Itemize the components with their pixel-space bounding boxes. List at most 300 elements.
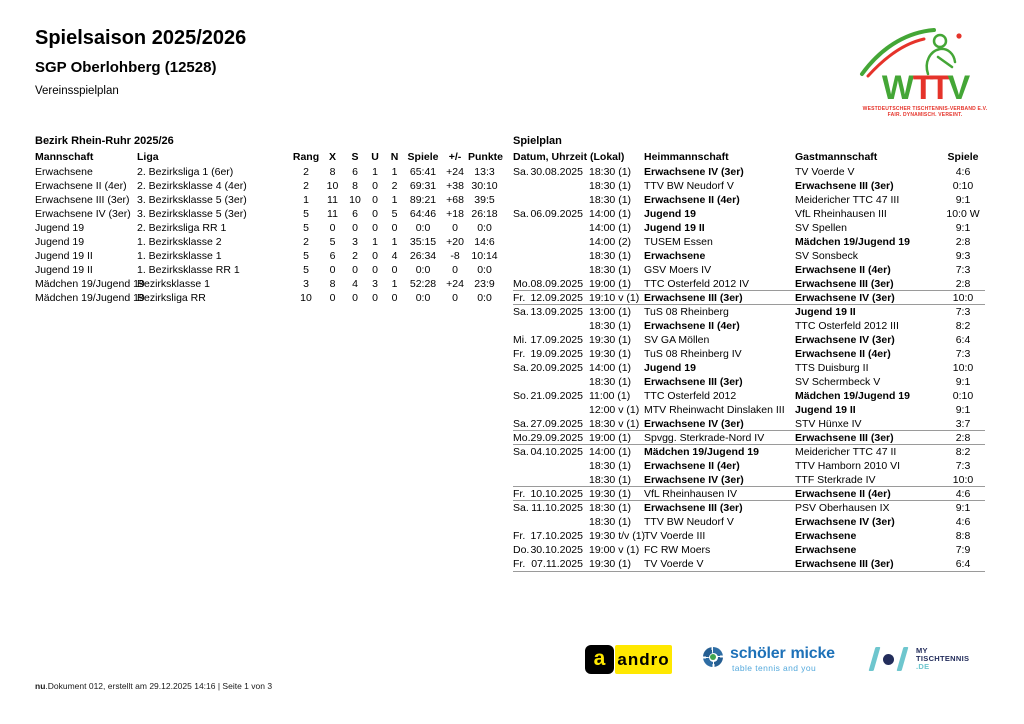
matches-value: 6 <box>329 250 336 262</box>
guest-team: Erwachsene IV (3er) <box>795 334 895 346</box>
schedule-body <box>513 165 985 572</box>
schedule-row <box>513 473 985 487</box>
match-date-cell <box>513 459 589 473</box>
matches-value: 5 <box>329 236 336 248</box>
losses-value: 1 <box>391 194 398 206</box>
guest-team: PSV Oberhausen IX <box>795 502 890 514</box>
col-datum-uhrzeit: Datum, Uhrzeit (Lokal) <box>513 151 625 163</box>
points-value: 0:0 <box>477 222 492 234</box>
match-date-cell <box>513 263 589 277</box>
col-u: U <box>371 151 379 163</box>
schedule-row <box>513 515 985 529</box>
match-day: Sa. <box>513 502 529 514</box>
wins-value: 6 <box>352 208 358 220</box>
micke-word: micke <box>790 645 835 662</box>
match-time: 18:30 (1) <box>589 194 632 206</box>
home-team: Jugend 19 <box>644 362 696 374</box>
schedule-row <box>513 389 985 403</box>
match-date: 13.09.2025 <box>530 306 583 318</box>
match-day: Fr. <box>513 292 526 304</box>
home-team: Erwachsene II (4er) <box>644 460 740 472</box>
match-date: 19.09.2025 <box>530 348 583 360</box>
match-result: 9:1 <box>955 404 971 416</box>
losses-value: 4 <box>391 250 398 262</box>
games-value: 52:28 <box>409 278 437 290</box>
home-team: TuS 08 Rheinberg IV <box>644 348 742 360</box>
team-name: Jugend 19 <box>35 236 85 248</box>
match-date: 29.09.2025 <box>530 432 584 444</box>
home-team: Erwachsene III (3er) <box>644 376 743 388</box>
rank-value: 2 <box>303 166 309 178</box>
games-value: 35:15 <box>409 236 437 248</box>
match-time: 12:00 v (1) <box>589 404 640 416</box>
games-value: 0:0 <box>415 292 431 304</box>
match-result: 10:0 W <box>946 208 980 220</box>
match-result: 4:6 <box>955 488 971 500</box>
points-value: 0:0 <box>477 264 492 276</box>
schedule-row <box>513 263 985 277</box>
guest-team: TTC Osterfeld 2012 III <box>795 320 899 332</box>
points-value: 23:9 <box>474 278 495 290</box>
guest-team: Erwachsene III (3er) <box>795 180 894 192</box>
schedule-row <box>513 304 985 319</box>
match-result: 6:4 <box>955 558 971 570</box>
match-date-cell <box>513 249 589 263</box>
standings-row <box>35 249 501 263</box>
match-result: 2:8 <box>955 278 971 290</box>
guest-team: Erwachsene <box>795 544 857 556</box>
matches-value: 8 <box>329 278 336 290</box>
schedule-row <box>513 486 985 501</box>
guest-team: Mädchen 19/Jugend 19 <box>795 390 910 402</box>
mytt-line-my: MY <box>916 646 928 655</box>
wins-value: 0 <box>352 264 358 276</box>
wttv-wordmark <box>858 69 992 107</box>
home-team: Erwachsene IV (3er) <box>644 418 744 430</box>
home-team: Erwachsene IV (3er) <box>644 474 744 486</box>
diff-value: 0 <box>452 222 458 234</box>
match-date-cell <box>513 389 589 403</box>
team-name: Jugend 19 II <box>35 264 93 276</box>
draws-value: 0 <box>372 208 378 220</box>
standings-row <box>35 277 501 291</box>
match-result: 8:8 <box>955 530 971 542</box>
schedule-row <box>513 557 985 571</box>
league-name: Bezirksliga RR <box>137 292 206 304</box>
match-time: 14:00 (2) <box>589 236 632 248</box>
wins-value: 0 <box>352 222 358 234</box>
match-date-cell <box>513 221 589 235</box>
match-time: 14:00 (1) <box>589 362 632 374</box>
match-date: 20.09.2025 <box>530 362 583 374</box>
guest-team: Erwachsene IV (3er) <box>795 292 895 304</box>
match-date-cell <box>513 277 589 291</box>
match-date-cell <box>513 473 589 487</box>
wins-value: 8 <box>352 180 358 192</box>
match-time: 19:30 t/v (1) <box>589 530 646 542</box>
home-team: FC RW Moers <box>644 544 711 556</box>
mytischtennis-logo <box>872 647 969 671</box>
match-date-cell <box>513 347 589 361</box>
wins-value: 0 <box>352 292 358 304</box>
match-time: 18:30 (1) <box>589 474 632 486</box>
rank-value: 5 <box>303 250 309 262</box>
points-value: 13:3 <box>474 166 495 178</box>
match-result: 8:2 <box>955 320 971 332</box>
match-time: 18:30 (1) <box>589 502 632 514</box>
col-spiele: Spiele <box>407 151 439 163</box>
match-date-cell <box>513 543 589 557</box>
team-name: Erwachsene III (3er) <box>35 194 130 206</box>
games-value: 64:46 <box>409 208 437 220</box>
match-day: Mi. <box>513 334 527 346</box>
home-team: Jugend 19 <box>644 208 696 220</box>
match-day: Sa. <box>513 306 529 318</box>
match-time: 18:30 (1) <box>589 376 632 388</box>
wttv-tagline-2: FAIR. DYNAMISCH. VEREINT. <box>887 112 963 118</box>
match-date-cell <box>513 417 589 431</box>
games-value: 69:31 <box>409 180 437 192</box>
home-team: TV Voerde V <box>644 558 704 570</box>
home-team: TUSEM Essen <box>644 236 713 248</box>
guest-team: Erwachsene III (3er) <box>795 558 894 570</box>
team-name: Mädchen 19/Jugend 19 <box>35 278 145 290</box>
match-result: 2:8 <box>955 236 971 248</box>
andro-a-icon: a <box>585 645 614 674</box>
match-date: 12.09.2025 <box>530 292 583 304</box>
standings-row <box>35 263 501 277</box>
match-day: Do. <box>513 544 530 556</box>
home-team: TTC Osterfeld 2012 IV <box>644 278 750 290</box>
schedule-row <box>513 290 985 305</box>
schedule-row <box>513 500 985 515</box>
slash-icon <box>869 647 881 671</box>
match-date-cell <box>513 319 589 333</box>
wttv-tagline-1: WESTDEUTSCHER TISCHTENNIS-VERBAND E.V. <box>862 106 988 112</box>
match-day: Mo. <box>513 432 531 444</box>
diff-value: +20 <box>446 236 464 248</box>
match-result: 10:0 <box>952 474 974 486</box>
match-date: 06.09.2025 <box>530 208 583 220</box>
home-team: MTV Rheinwacht Dinslaken III <box>644 404 785 416</box>
matches-value: 0 <box>329 222 336 234</box>
match-time: 18:30 (1) <box>589 516 632 528</box>
league-name: 3. Bezirksklasse 5 (3er) <box>137 194 247 206</box>
diff-value: +24 <box>446 278 464 290</box>
match-result: 9:1 <box>955 502 971 514</box>
match-time: 19:30 (1) <box>589 334 632 346</box>
losses-value: 0 <box>391 222 398 234</box>
schedule-row <box>513 375 985 389</box>
draws-value: 0 <box>372 180 378 192</box>
match-day: Fr. <box>513 488 526 500</box>
home-team: TTC Osterfeld 2012 <box>644 390 737 402</box>
schedule-row <box>513 459 985 473</box>
wins-value: 2 <box>352 250 358 262</box>
andro-wordmark: andro <box>615 645 672 674</box>
col-diff: +/- <box>448 151 462 163</box>
match-time: 18:30 (1) <box>589 264 632 276</box>
draws-value: 1 <box>372 166 378 178</box>
schoeler-micke-logo <box>703 645 835 673</box>
match-result: 0:10 <box>952 390 974 402</box>
league-name: 2. Bezirksklasse 4 (4er) <box>137 180 247 192</box>
wttv-letter-tt: TT <box>912 69 947 107</box>
match-result: 9:3 <box>955 250 971 262</box>
match-date: 30.08.2025 <box>530 166 583 178</box>
schedule-row <box>513 430 985 445</box>
match-result: 2:8 <box>955 432 971 444</box>
match-time: 18:30 (1) <box>589 320 632 332</box>
guest-team: STV Hünxe IV <box>795 418 862 430</box>
schedule-row <box>513 417 985 431</box>
guest-team: SV Schermbeck V <box>795 376 881 388</box>
guest-team: VfL Rheinhausen III <box>795 208 887 220</box>
wins-value: 10 <box>349 194 361 206</box>
schedule-row <box>513 193 985 207</box>
mytt-line-tischtennis: TISCHTENNIS <box>916 654 970 663</box>
standings-header-row <box>35 150 504 165</box>
games-value: 89:21 <box>409 194 437 206</box>
guest-team: Meidericher TTC 47 II <box>795 446 897 458</box>
schoeler-micke-tagline: table tennis and you <box>732 663 817 673</box>
match-time: 19:10 v (1) <box>589 292 640 304</box>
matches-value: 8 <box>329 166 336 178</box>
match-date-cell <box>513 445 589 459</box>
standings-row <box>35 165 501 179</box>
standings-row <box>35 179 501 193</box>
losses-value: 0 <box>391 264 398 276</box>
diff-value: 0 <box>452 264 458 276</box>
home-team: Erwachsene <box>644 250 706 262</box>
match-result: 7:3 <box>955 306 971 318</box>
losses-value: 2 <box>391 180 398 192</box>
team-name: Jugend 19 <box>35 222 85 234</box>
match-date-cell <box>513 375 589 389</box>
match-result: 8:2 <box>955 446 971 458</box>
standings-body <box>35 165 501 305</box>
guest-team: TTV Hamborn 2010 VI <box>795 460 901 472</box>
match-day: Sa. <box>513 166 529 178</box>
points-value: 10:14 <box>471 250 498 262</box>
match-result: 6:4 <box>955 334 971 346</box>
match-day: Sa. <box>513 362 529 374</box>
match-time: 18:30 (1) <box>589 180 632 192</box>
match-date-cell <box>513 515 589 529</box>
guest-team: Erwachsene II (4er) <box>795 488 891 500</box>
schedule-row <box>513 347 985 361</box>
standings-row <box>35 207 501 221</box>
matches-value: 10 <box>326 180 339 192</box>
match-result: 4:6 <box>955 516 971 528</box>
schedule-row <box>513 543 985 557</box>
diff-value: +38 <box>446 180 464 192</box>
match-time: 14:00 (1) <box>589 208 632 220</box>
col-mannschaft: Mannschaft <box>35 151 94 163</box>
match-time: 19:00 (1) <box>589 432 632 444</box>
home-team: TuS 08 Rheinberg <box>644 306 729 318</box>
schoeler-word: schöler <box>730 645 786 662</box>
match-day: Fr. <box>513 348 526 360</box>
match-date-cell <box>513 403 589 417</box>
schedule-row <box>513 529 985 543</box>
match-date-cell <box>513 361 589 375</box>
standings-row <box>35 221 501 235</box>
guest-team: Mädchen 19/Jugend 19 <box>795 236 910 248</box>
losses-value: 0 <box>391 292 398 304</box>
match-time: 13:00 (1) <box>589 306 632 318</box>
home-team: Mädchen 19/Jugend 19 <box>644 446 759 458</box>
col-rang: Rang <box>292 151 320 163</box>
points-value: 30:10 <box>471 180 498 192</box>
match-day: Sa. <box>513 208 529 220</box>
schoeler-micke-textblock <box>730 645 835 673</box>
guest-team: TTF Sterkrade IV <box>795 474 876 486</box>
home-team: Erwachsene III (3er) <box>644 292 743 304</box>
match-date-cell <box>513 179 589 193</box>
matches-value: 0 <box>329 292 336 304</box>
league-name: 1. Bezirksklasse 2 <box>137 236 222 248</box>
footer-brand: nu <box>35 681 46 691</box>
col-liga: Liga <box>137 151 159 163</box>
home-team: SV GA Möllen <box>644 334 710 346</box>
draws-value: 0 <box>372 292 378 304</box>
match-result: 7:9 <box>955 544 971 556</box>
draws-value: 0 <box>372 250 378 262</box>
guest-team: Erwachsene III (3er) <box>795 278 894 290</box>
games-value: 65:41 <box>409 166 437 178</box>
match-date-cell <box>513 501 589 515</box>
wins-value: 3 <box>352 236 358 248</box>
match-result: 9:1 <box>955 194 971 206</box>
schedule-row <box>513 444 985 459</box>
rank-value: 2 <box>303 180 309 192</box>
guest-team: Jugend 19 II <box>795 306 856 318</box>
home-team: Jugend 19 II <box>644 222 705 234</box>
games-value: 0:0 <box>415 222 431 234</box>
guest-team: Erwachsene III (3er) <box>795 432 894 444</box>
schedule-row <box>513 221 985 235</box>
home-team: VfL Rheinhausen IV <box>644 488 738 500</box>
match-date-cell <box>513 291 589 305</box>
home-team: GSV Moers IV <box>644 264 712 276</box>
match-time: 18:30 v (1) <box>589 418 640 430</box>
club-title: SGP Oberlohberg (12528) <box>35 59 217 76</box>
match-date: 17.09.2025 <box>530 334 583 346</box>
match-day: Fr. <box>513 530 526 542</box>
match-day: Fr. <box>513 558 526 570</box>
match-result: 3:7 <box>955 418 971 430</box>
standings-row <box>35 291 501 305</box>
match-date-cell <box>513 431 589 445</box>
match-date: 27.09.2025 <box>530 418 583 430</box>
schedule-row <box>513 207 985 221</box>
dot-icon <box>883 654 894 665</box>
schedule-row <box>513 403 985 417</box>
league-name: 3. Bezirksklasse 5 (3er) <box>137 208 247 220</box>
schedule-row <box>513 179 985 193</box>
diff-value: -8 <box>450 250 460 262</box>
footer-text: .Dokument 012, erstellt am 29.12.2025 14:16 | Seite 1 von 3 <box>45 681 273 691</box>
points-value: 39:5 <box>474 194 495 206</box>
rank-value: 2 <box>303 236 309 248</box>
home-team: Erwachsene II (4er) <box>644 320 740 332</box>
points-value: 26:18 <box>471 208 498 220</box>
match-time: 14:00 (1) <box>589 222 632 234</box>
col-x: X <box>328 151 336 163</box>
guest-team: TTS Duisburg II <box>795 362 869 374</box>
league-name: 1. Bezirksklasse 1 <box>137 250 222 262</box>
match-time: 19:00 v (1) <box>589 544 640 556</box>
diff-value: +24 <box>446 166 464 178</box>
team-name: Erwachsene IV (3er) <box>35 208 131 220</box>
match-date: 21.09.2025 <box>530 390 583 402</box>
losses-value: 1 <box>391 236 398 248</box>
matches-value: 11 <box>327 208 338 220</box>
matches-value: 0 <box>329 264 336 276</box>
guest-team: Erwachsene <box>795 530 857 542</box>
league-name: 1. Bezirksklasse RR 1 <box>137 264 240 276</box>
schedule-row <box>513 319 985 333</box>
games-value: 26:34 <box>409 250 437 262</box>
match-result: 7:3 <box>955 348 971 360</box>
match-time: 19:30 (1) <box>589 558 632 570</box>
match-time: 18:30 (1) <box>589 166 632 178</box>
draws-value: 0 <box>372 264 378 276</box>
col-heimmannschaft: Heimmannschaft <box>644 151 729 163</box>
losses-value: 1 <box>391 278 398 290</box>
match-date-cell <box>513 235 589 249</box>
home-team: Erwachsene IV (3er) <box>644 166 744 178</box>
doc-subtitle: Vereinsspielplan <box>35 85 119 97</box>
page-footer <box>35 681 272 691</box>
match-date-cell <box>513 207 589 221</box>
guest-team: Erwachsene II (4er) <box>795 348 891 360</box>
points-value: 14:6 <box>474 236 495 248</box>
guest-team: Erwachsene II (4er) <box>795 264 891 276</box>
guest-team: Erwachsene IV (3er) <box>795 516 895 528</box>
col-punkte: Punkte <box>468 151 504 163</box>
games-value: 0:0 <box>415 264 431 276</box>
schedule-row <box>513 249 985 263</box>
draws-value: 1 <box>372 236 378 248</box>
match-day: Mo. <box>513 278 531 290</box>
rank-value: 5 <box>303 222 309 234</box>
col-s: S <box>351 151 359 163</box>
match-time: 19:00 (1) <box>589 278 632 290</box>
losses-value: 1 <box>391 166 398 178</box>
draws-value: 0 <box>372 194 378 206</box>
col-spiele-result: Spiele <box>947 151 979 163</box>
wttv-taglines <box>858 106 992 118</box>
schedule-table <box>513 134 985 572</box>
slash-icon <box>897 647 909 671</box>
rank-value: 5 <box>303 208 309 220</box>
home-team: TTV BW Neudorf V <box>644 516 734 528</box>
team-name: Jugend 19 II <box>35 250 93 262</box>
match-result: 7:3 <box>955 460 971 472</box>
home-team: TTV BW Neudorf V <box>644 180 734 192</box>
guest-team: Jugend 19 II <box>795 404 856 416</box>
andro-logo <box>585 645 672 674</box>
league-name: 2. Bezirksliga RR 1 <box>137 222 227 234</box>
schedule-row <box>513 361 985 375</box>
wttv-letter-w: W <box>881 69 912 107</box>
match-time: 11:00 (1) <box>589 390 631 402</box>
mytischtennis-wordmark <box>916 647 969 671</box>
schedule-row <box>513 277 985 291</box>
match-date-cell <box>513 557 589 571</box>
